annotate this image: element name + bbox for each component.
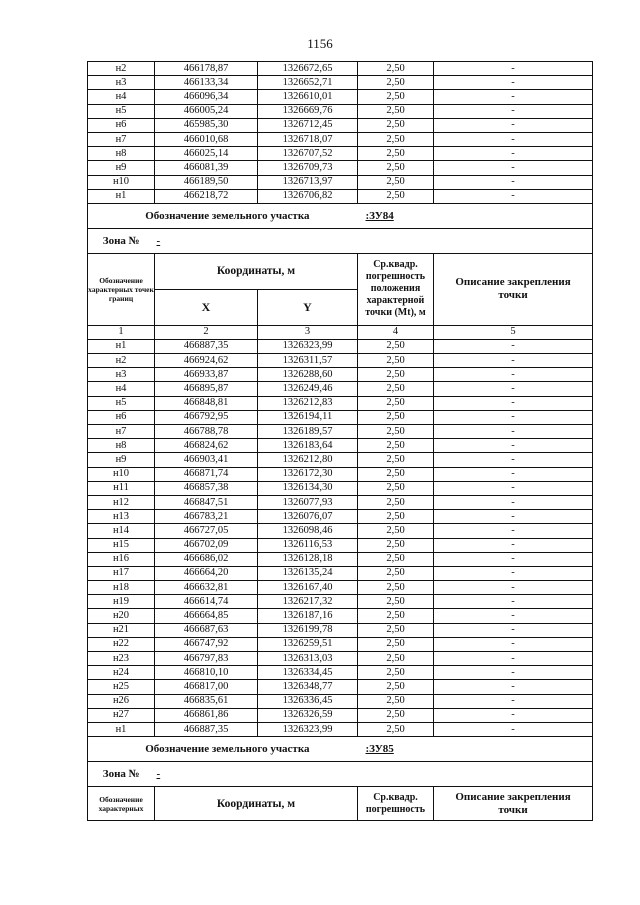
- y-value: 1326116,53: [258, 538, 358, 552]
- point-name: н19: [88, 595, 155, 609]
- y-value: 1326713,97: [258, 175, 358, 189]
- table-row: [88, 708, 593, 722]
- x-value: 466847,51: [155, 495, 258, 509]
- description-value: -: [434, 382, 593, 396]
- parcel-number: :ЗУ85: [358, 737, 593, 762]
- y-value: 1326199,78: [258, 623, 358, 637]
- x-value: 466924,62: [155, 354, 258, 368]
- description-value: -: [434, 637, 593, 651]
- point-name: н26: [88, 694, 155, 708]
- table-row: [88, 694, 593, 708]
- x-value: 466895,87: [155, 382, 258, 396]
- table-row: [88, 396, 593, 410]
- x-value: 466792,95: [155, 410, 258, 424]
- table-row: [88, 524, 593, 538]
- accuracy-value: 2,50: [358, 666, 434, 680]
- description-value: -: [434, 552, 593, 566]
- x-value: 466687,63: [155, 623, 258, 637]
- description-value: -: [434, 609, 593, 623]
- y-value: 1326187,16: [258, 609, 358, 623]
- description-value: -: [434, 623, 593, 637]
- accuracy-value: 2,50: [358, 609, 434, 623]
- point-name: н2: [88, 354, 155, 368]
- accuracy-value: 2,50: [358, 118, 434, 132]
- point-name: н23: [88, 652, 155, 666]
- section2-body: [88, 339, 593, 736]
- x-value: 466788,78: [155, 425, 258, 439]
- x-value: 466632,81: [155, 581, 258, 595]
- table-row: [88, 637, 593, 651]
- y-value: 1326326,59: [258, 708, 358, 722]
- table-row: [88, 510, 593, 524]
- table-row: [88, 453, 593, 467]
- point-name: н9: [88, 453, 155, 467]
- x-value: 466887,35: [155, 339, 258, 353]
- zone-label: Зона №: [88, 228, 155, 253]
- x-value: 466903,41: [155, 453, 258, 467]
- x-header: X: [155, 289, 258, 325]
- point-name: н1: [88, 339, 155, 353]
- accuracy-value: 2,50: [358, 453, 434, 467]
- x-value: 466817,00: [155, 680, 258, 694]
- x-value: 466933,87: [155, 368, 258, 382]
- table-row: [88, 382, 593, 396]
- point-name: н8: [88, 147, 155, 161]
- table-row: [88, 354, 593, 368]
- table-row: [88, 481, 593, 495]
- description-value: -: [434, 680, 593, 694]
- description-value: -: [434, 161, 593, 175]
- y-value: 1326183,64: [258, 439, 358, 453]
- y-value: 1326709,73: [258, 161, 358, 175]
- coordinates-header: Координаты, м: [155, 787, 358, 821]
- x-value: 466727,05: [155, 524, 258, 538]
- accuracy-value: 2,50: [358, 396, 434, 410]
- accuracy-value: 2,50: [358, 623, 434, 637]
- accuracy-value: 2,50: [358, 161, 434, 175]
- accuracy-value: 2,50: [358, 104, 434, 118]
- coordinates-header: Координаты, м: [155, 253, 358, 289]
- accuracy-value: 2,50: [358, 439, 434, 453]
- parcel-number: :ЗУ84: [358, 203, 593, 228]
- description-value: -: [434, 189, 593, 203]
- accuracy-value: 2,50: [358, 524, 434, 538]
- point-name: н25: [88, 680, 155, 694]
- parcel-label: Обозначение земельного участка: [88, 737, 358, 762]
- accuracy-value: 2,50: [358, 354, 434, 368]
- accuracy-header: Ср.квадр. погрешность положения характерной точки (Mt), м: [358, 253, 434, 325]
- parcel-row-1: [88, 203, 593, 228]
- zone-number: -: [155, 228, 593, 253]
- description-value: -: [434, 652, 593, 666]
- x-value: 466096,34: [155, 90, 258, 104]
- accuracy-value: 2,50: [358, 680, 434, 694]
- y-value: 1326348,77: [258, 680, 358, 694]
- description-value: -: [434, 694, 593, 708]
- x-value: 466010,68: [155, 132, 258, 146]
- accuracy-value: 2,50: [358, 722, 434, 736]
- column-number: 5: [434, 325, 593, 339]
- point-name: н4: [88, 382, 155, 396]
- table-header-row-1: [88, 253, 593, 289]
- description-value: -: [434, 368, 593, 382]
- y-value: 1326128,18: [258, 552, 358, 566]
- x-value: 466747,92: [155, 637, 258, 651]
- y-value: 1326672,65: [258, 62, 358, 76]
- accuracy-value: 2,50: [358, 595, 434, 609]
- point-name: н5: [88, 104, 155, 118]
- accuracy-value: 2,50: [358, 368, 434, 382]
- description-value: -: [434, 354, 593, 368]
- y-value: 1326288,60: [258, 368, 358, 382]
- accuracy-value: 2,50: [358, 175, 434, 189]
- accuracy-value: 2,50: [358, 467, 434, 481]
- table-row: [88, 175, 593, 189]
- accuracy-value: 2,50: [358, 694, 434, 708]
- x-value: 465985,30: [155, 118, 258, 132]
- point-name: н13: [88, 510, 155, 524]
- table-row: [88, 339, 593, 353]
- y-value: 1326652,71: [258, 76, 358, 90]
- accuracy-header: Ср.квадр. погрешность: [358, 787, 434, 821]
- y-value: 1326134,30: [258, 481, 358, 495]
- y-value: 1326311,57: [258, 354, 358, 368]
- table-row: [88, 609, 593, 623]
- description-value: -: [434, 90, 593, 104]
- table-row: [88, 538, 593, 552]
- table-row: [88, 722, 593, 736]
- table-row: [88, 410, 593, 424]
- points-header: Обозначение характерных: [88, 787, 155, 821]
- y-value: 1326167,40: [258, 581, 358, 595]
- accuracy-value: 2,50: [358, 566, 434, 580]
- accuracy-value: 2,50: [358, 708, 434, 722]
- y-value: 1326212,83: [258, 396, 358, 410]
- description-value: -: [434, 481, 593, 495]
- point-name: н10: [88, 175, 155, 189]
- y-value: 1326669,76: [258, 104, 358, 118]
- x-value: 466857,38: [155, 481, 258, 495]
- description-value: -: [434, 566, 593, 580]
- point-name: н4: [88, 90, 155, 104]
- point-name: н17: [88, 566, 155, 580]
- accuracy-value: 2,50: [358, 410, 434, 424]
- y-value: 1326249,46: [258, 382, 358, 396]
- description-header: Описание закрепления точки: [434, 787, 593, 821]
- page-number: 1156: [307, 36, 333, 51]
- table-header-row-3: [88, 787, 593, 821]
- x-value: 466810,10: [155, 666, 258, 680]
- zone-row-1: [88, 228, 593, 253]
- point-name: н24: [88, 666, 155, 680]
- point-name: н7: [88, 132, 155, 146]
- coordinates-table: [87, 61, 593, 821]
- description-value: -: [434, 524, 593, 538]
- description-value: -: [434, 76, 593, 90]
- accuracy-value: 2,50: [358, 425, 434, 439]
- description-value: -: [434, 396, 593, 410]
- x-value: 466686,02: [155, 552, 258, 566]
- x-value: 466025,14: [155, 147, 258, 161]
- point-name: н14: [88, 524, 155, 538]
- point-name: н10: [88, 467, 155, 481]
- table-row: [88, 680, 593, 694]
- point-name: н20: [88, 609, 155, 623]
- y-value: 1326135,24: [258, 566, 358, 580]
- accuracy-value: 2,50: [358, 147, 434, 161]
- table-row: [88, 425, 593, 439]
- point-name: н3: [88, 368, 155, 382]
- accuracy-value: 2,50: [358, 90, 434, 104]
- y-value: 1326706,82: [258, 189, 358, 203]
- description-value: -: [434, 722, 593, 736]
- table-row: [88, 652, 593, 666]
- x-value: 466005,24: [155, 104, 258, 118]
- table-row: [88, 552, 593, 566]
- description-value: -: [434, 510, 593, 524]
- accuracy-value: 2,50: [358, 538, 434, 552]
- column-number-row: [88, 325, 593, 339]
- x-value: 466178,87: [155, 62, 258, 76]
- table-row: [88, 189, 593, 203]
- point-name: н1: [88, 189, 155, 203]
- description-value: -: [434, 595, 593, 609]
- x-value: 466835,61: [155, 694, 258, 708]
- x-value: 466861,86: [155, 708, 258, 722]
- table-row: [88, 62, 593, 76]
- point-name: н3: [88, 76, 155, 90]
- point-name: н22: [88, 637, 155, 651]
- column-number: 3: [258, 325, 358, 339]
- column-number: 4: [358, 325, 434, 339]
- description-value: -: [434, 453, 593, 467]
- table-row: [88, 118, 593, 132]
- y-value: 1326336,45: [258, 694, 358, 708]
- x-value: 466783,21: [155, 510, 258, 524]
- y-value: 1326098,46: [258, 524, 358, 538]
- table-row: [88, 147, 593, 161]
- zone-number: -: [155, 762, 593, 787]
- table-row: [88, 495, 593, 509]
- y-value: 1326172,30: [258, 467, 358, 481]
- accuracy-value: 2,50: [358, 637, 434, 651]
- y-value: 1326212,80: [258, 453, 358, 467]
- point-name: н21: [88, 623, 155, 637]
- accuracy-value: 2,50: [358, 132, 434, 146]
- accuracy-value: 2,50: [358, 481, 434, 495]
- point-name: н8: [88, 439, 155, 453]
- description-value: -: [434, 666, 593, 680]
- y-value: 1326718,07: [258, 132, 358, 146]
- parcel-row-2: [88, 737, 593, 762]
- y-value: 1326189,57: [258, 425, 358, 439]
- y-value: 1326077,93: [258, 495, 358, 509]
- description-value: -: [434, 495, 593, 509]
- description-value: -: [434, 339, 593, 353]
- table-row: [88, 439, 593, 453]
- y-value: 1326610,01: [258, 90, 358, 104]
- accuracy-value: 2,50: [358, 581, 434, 595]
- x-value: 466824,62: [155, 439, 258, 453]
- point-name: н16: [88, 552, 155, 566]
- table-row: [88, 566, 593, 580]
- point-name: н12: [88, 495, 155, 509]
- section1-body: [88, 62, 593, 204]
- point-name: н7: [88, 425, 155, 439]
- x-value: 466848,81: [155, 396, 258, 410]
- x-value: 466189,50: [155, 175, 258, 189]
- description-value: -: [434, 410, 593, 424]
- description-value: -: [434, 62, 593, 76]
- accuracy-value: 2,50: [358, 552, 434, 566]
- accuracy-value: 2,50: [358, 62, 434, 76]
- accuracy-value: 2,50: [358, 189, 434, 203]
- table-row: [88, 90, 593, 104]
- accuracy-value: 2,50: [358, 382, 434, 396]
- y-value: 1326323,99: [258, 339, 358, 353]
- table-row: [88, 623, 593, 637]
- description-value: -: [434, 104, 593, 118]
- y-value: 1326194,11: [258, 410, 358, 424]
- y-value: 1326334,45: [258, 666, 358, 680]
- table-row: [88, 581, 593, 595]
- table-row: [88, 467, 593, 481]
- x-value: 466887,35: [155, 722, 258, 736]
- x-value: 466081,39: [155, 161, 258, 175]
- column-number: 2: [155, 325, 258, 339]
- table-row: [88, 76, 593, 90]
- point-name: н1: [88, 722, 155, 736]
- x-value: 466133,34: [155, 76, 258, 90]
- y-value: 1326707,52: [258, 147, 358, 161]
- x-value: 466218,72: [155, 189, 258, 203]
- table-row: [88, 104, 593, 118]
- x-value: 466871,74: [155, 467, 258, 481]
- table-row: [88, 161, 593, 175]
- y-value: 1326313,03: [258, 652, 358, 666]
- description-value: -: [434, 132, 593, 146]
- description-value: -: [434, 175, 593, 189]
- table-row: [88, 368, 593, 382]
- zone-label: Зона №: [88, 762, 155, 787]
- description-value: -: [434, 467, 593, 481]
- point-name: н5: [88, 396, 155, 410]
- accuracy-value: 2,50: [358, 652, 434, 666]
- y-value: 1326076,07: [258, 510, 358, 524]
- point-name: н6: [88, 410, 155, 424]
- table-row: [88, 666, 593, 680]
- accuracy-value: 2,50: [358, 510, 434, 524]
- description-value: -: [434, 538, 593, 552]
- point-name: н27: [88, 708, 155, 722]
- accuracy-value: 2,50: [358, 339, 434, 353]
- y-header: Y: [258, 289, 358, 325]
- point-name: н11: [88, 481, 155, 495]
- y-value: 1326217,32: [258, 595, 358, 609]
- point-name: н15: [88, 538, 155, 552]
- point-name: н6: [88, 118, 155, 132]
- description-value: -: [434, 581, 593, 595]
- point-name: н2: [88, 62, 155, 76]
- x-value: 466797,83: [155, 652, 258, 666]
- x-value: 466664,20: [155, 566, 258, 580]
- point-name: н18: [88, 581, 155, 595]
- x-value: 466664,85: [155, 609, 258, 623]
- description-value: -: [434, 118, 593, 132]
- points-header: Обозначение характерных точек границ: [88, 253, 155, 325]
- accuracy-value: 2,50: [358, 495, 434, 509]
- description-value: -: [434, 425, 593, 439]
- accuracy-value: 2,50: [358, 76, 434, 90]
- parcel-label: Обозначение земельного участка: [88, 203, 358, 228]
- zone-row-2: [88, 762, 593, 787]
- description-header: Описание закрепления точки: [434, 253, 593, 325]
- description-value: -: [434, 439, 593, 453]
- column-number: 1: [88, 325, 155, 339]
- y-value: 1326259,51: [258, 637, 358, 651]
- table-row: [88, 595, 593, 609]
- x-value: 466614,74: [155, 595, 258, 609]
- point-name: н9: [88, 161, 155, 175]
- description-value: -: [434, 708, 593, 722]
- y-value: 1326712,45: [258, 118, 358, 132]
- x-value: 466702,09: [155, 538, 258, 552]
- table-row: [88, 132, 593, 146]
- y-value: 1326323,99: [258, 722, 358, 736]
- description-value: -: [434, 147, 593, 161]
